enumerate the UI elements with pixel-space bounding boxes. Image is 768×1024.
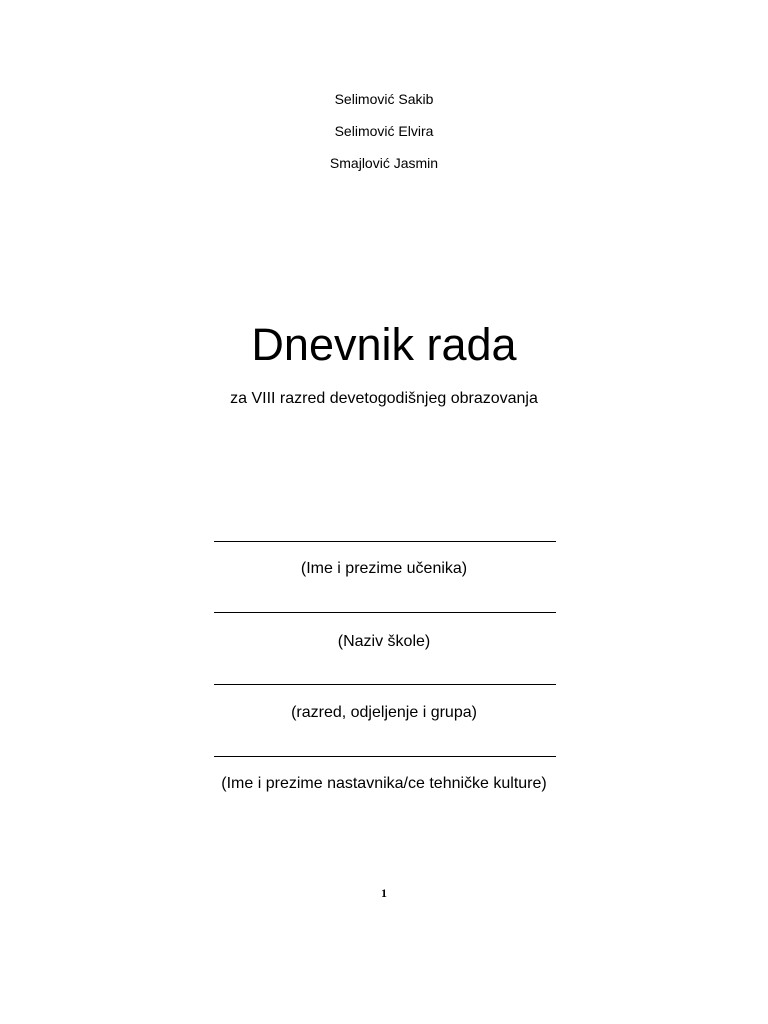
author-name: Selimović Sakib (334, 91, 434, 107)
fill-in-line (214, 684, 556, 685)
teacher-name-caption: (Ime i prezime nastavnika/ce tehničke kulture) (221, 775, 547, 792)
school-name-caption: (Naziv škole) (337, 633, 431, 650)
document-title: Dnevnik rada (251, 319, 517, 370)
document-subtitle: za VIII razred devetogodišnjeg obrazovanja (230, 390, 538, 407)
page-number: 1 (381, 886, 387, 900)
student-name-caption: (Ime i prezime učenika) (300, 560, 468, 577)
author-name: Selimović Elvira (334, 123, 434, 139)
author-name: Smajlović Jasmin (329, 155, 439, 171)
fill-in-line (214, 612, 556, 613)
class-group-caption: (razred, odjeljenje i grupa) (291, 704, 477, 721)
fill-in-line (214, 541, 556, 542)
fill-in-line (214, 756, 556, 757)
